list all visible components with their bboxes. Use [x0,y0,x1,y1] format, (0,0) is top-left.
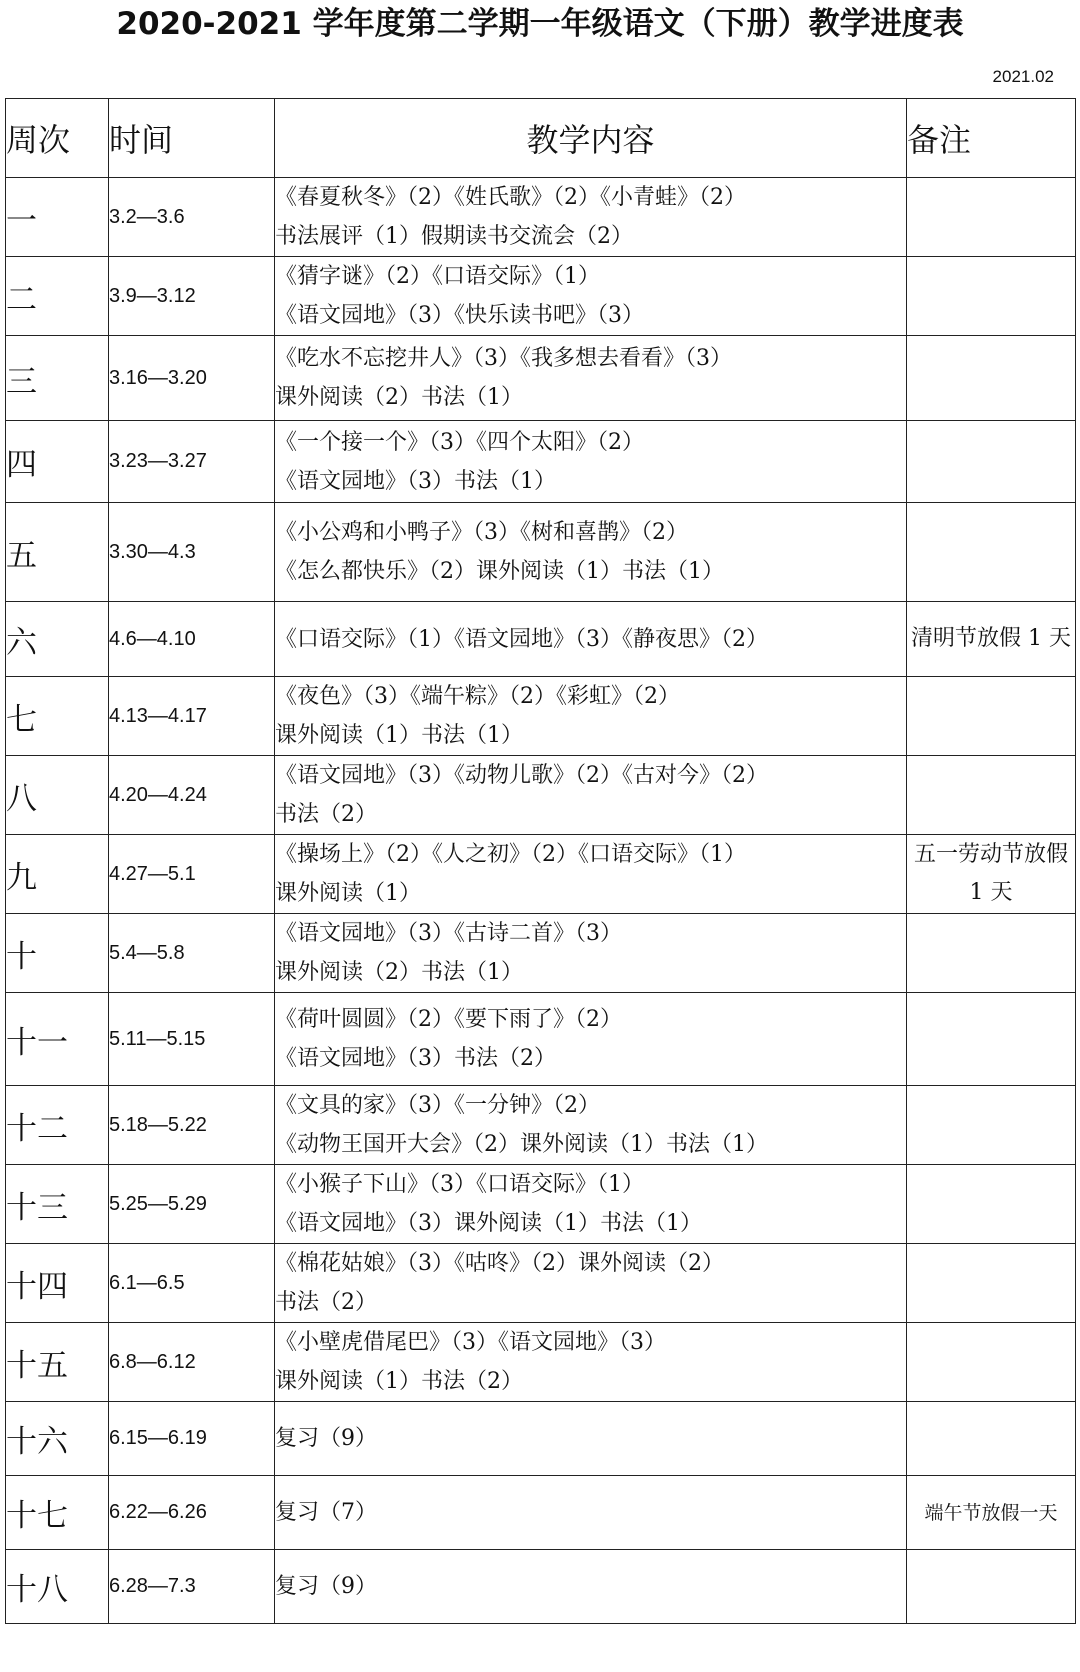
header-note: 备注 [907,99,1076,178]
note-cell [907,503,1076,602]
table-row [6,1476,1076,1550]
week-cell: 八 [6,756,109,835]
time-cell: 3.9—3.12 [109,257,275,336]
content-line: 《怎么都快乐》（2）课外阅读（1）书法（1） [275,559,724,584]
note-cell [907,756,1076,835]
table-row [6,1244,1076,1323]
content-cell [275,503,907,602]
content-cell [275,756,907,835]
content-line: 《操场上》（2）《人之初》（2）《口语交际》（1） [275,842,746,867]
week-cell: 十六 [6,1402,109,1476]
content-cell [275,835,907,914]
time-cell: 3.30—4.3 [109,503,275,602]
note-cell [907,336,1076,421]
content-cell [275,1244,907,1323]
table-row [6,178,1076,257]
content-line: 《小壁虎借尾巴》（3）《语文园地》（3） [275,1330,666,1355]
week-cell: 十三 [6,1165,109,1244]
note-cell [907,421,1076,503]
note-cell [907,1402,1076,1476]
week-cell: 五 [6,503,109,602]
content-cell [275,1402,907,1476]
note-cell [907,1086,1076,1165]
time-cell: 4.20—4.24 [109,756,275,835]
time-cell: 6.15—6.19 [109,1402,275,1476]
content-line: 《夜色》（3）《端午粽》（2）《彩虹》（2） [275,684,680,709]
content-line: 课外阅读（1）书法（1） [275,723,523,748]
content-cell [275,1086,907,1165]
content-line: 《语文园地》（3）《快乐读书吧》（3） [275,303,644,328]
note-cell [907,1550,1076,1624]
time-cell: 6.8—6.12 [109,1323,275,1402]
week-cell: 十一 [6,993,109,1086]
table-row [6,503,1076,602]
content-line: 《吃水不忘挖井人》（3）《我多想去看看》（3） [275,346,732,371]
time-cell: 3.2—3.6 [109,178,275,257]
content-cell [275,1165,907,1244]
week-cell: 十七 [6,1476,109,1550]
time-cell: 3.23—3.27 [109,421,275,503]
content-line: 课外阅读（2）书法（1） [275,960,523,985]
table-row [6,602,1076,677]
content-line: 《语文园地》（3）课外阅读（1）书法（1） [275,1211,702,1236]
note-cell: 端午节放假一天 [907,1476,1076,1550]
content-line: 复习（9） [275,1574,377,1599]
header-week: 周次 [6,99,109,178]
content-cell [275,993,907,1086]
content-line: 《语文园地》（3）《动物儿歌》（2）《古对今》（2） [275,763,768,788]
time-cell: 6.22—6.26 [109,1476,275,1550]
content-line: 《荷叶圆圆》（2）《要下雨了》（2） [275,1007,622,1032]
content-line: 课外阅读（1） [275,881,421,906]
table-row [6,1086,1076,1165]
note-cell: 清明节放假 1 天 [907,602,1076,677]
content-line: 书法（2） [275,802,377,827]
content-cell [275,1323,907,1402]
content-line: 书法（2） [275,1290,377,1315]
content-line: 《春夏秋冬》（2）《姓氏歌》（2）《小青蛙》（2） [275,185,746,210]
table-row [6,1323,1076,1402]
content-cell [275,914,907,993]
schedule-body [6,178,1076,1624]
note-cell [907,1165,1076,1244]
time-cell: 6.28—7.3 [109,1550,275,1624]
content-cell [275,602,907,677]
note-cell [907,178,1076,257]
note-cell [907,914,1076,993]
week-cell: 九 [6,835,109,914]
time-cell: 6.1—6.5 [109,1244,275,1323]
content-cell [275,336,907,421]
content-cell [275,178,907,257]
table-row [6,257,1076,336]
table-row [6,914,1076,993]
document-date: 2021.02 [992,67,1054,86]
table-row [6,421,1076,503]
content-line: 《语文园地》（3）书法（1） [275,468,556,494]
table-row [6,993,1076,1086]
content-line: 《猜字谜》（2）《口语交际》（1） [275,264,600,289]
note-cell: 五一劳动节放假 1 天 [907,835,1076,914]
time-cell: 5.25—5.29 [109,1165,275,1244]
content-line: 课外阅读（1）书法（2） [275,1369,523,1394]
table-row [6,756,1076,835]
note-cell [907,1323,1076,1402]
note-cell [907,993,1076,1086]
week-cell: 十二 [6,1086,109,1165]
time-cell: 4.13—4.17 [109,677,275,756]
content-line: 《一个接一个》（3）《四个太阳》（2） [275,429,644,455]
content-line: 《动物王国开大会》（2）课外阅读（1）书法（1） [275,1132,768,1157]
content-line: 《文具的家》（3）《一分钟》（2） [275,1093,600,1118]
table-row [6,1165,1076,1244]
week-cell: 七 [6,677,109,756]
content-line: 《棉花姑娘》（3）《咕咚》（2）课外阅读（2） [275,1251,724,1276]
content-cell [275,1550,907,1624]
note-cell [907,257,1076,336]
week-cell: 四 [6,421,109,503]
content-line: 课外阅读（2）书法（1） [275,385,523,410]
content-line: 《语文园地》（3）书法（2） [275,1046,556,1071]
content-cell [275,1476,907,1550]
time-cell: 5.18—5.22 [109,1086,275,1165]
week-cell: 十八 [6,1550,109,1624]
note-cell [907,1244,1076,1323]
time-cell: 5.4—5.8 [109,914,275,993]
content-cell [275,257,907,336]
content-line: 复习（9） [275,1426,377,1451]
header-content: 教学内容 [275,99,907,178]
content-line: 《小猴子下山》（3）《口语交际》（1） [275,1172,644,1197]
header-row [6,99,1076,178]
schedule-table [5,98,1076,1624]
table-row [6,835,1076,914]
week-cell: 十五 [6,1323,109,1402]
content-line: 《语文园地》（3）《古诗二首》（3） [275,921,622,946]
note-cell [907,677,1076,756]
content-cell [275,677,907,756]
content-line: 《口语交际》（1）《语文园地》（3）《静夜思》（2） [275,626,768,652]
time-cell: 5.11—5.15 [109,993,275,1086]
table-row [6,336,1076,421]
week-cell: 二 [6,257,109,336]
week-cell: 十四 [6,1244,109,1323]
time-cell: 4.27—5.1 [109,835,275,914]
content-cell [275,421,907,503]
time-cell: 4.6—4.10 [109,602,275,677]
table-row [6,677,1076,756]
content-line: 《小公鸡和小鸭子》（3）《树和喜鹊》（2） [275,520,688,545]
week-cell: 三 [6,336,109,421]
week-cell: 六 [6,602,109,677]
content-line: 书法展评（1）假期读书交流会（2） [275,224,633,249]
content-line: 复习（7） [275,1500,377,1525]
header-time: 时间 [109,99,275,178]
table-row [6,1550,1076,1624]
week-cell: 十 [6,914,109,993]
time-cell: 3.16—3.20 [109,336,275,421]
page-title: 2020-2021 学年度第二学期一年级语文（下册）教学进度表 [116,6,964,42]
week-cell: 一 [6,178,109,257]
table-row [6,1402,1076,1476]
